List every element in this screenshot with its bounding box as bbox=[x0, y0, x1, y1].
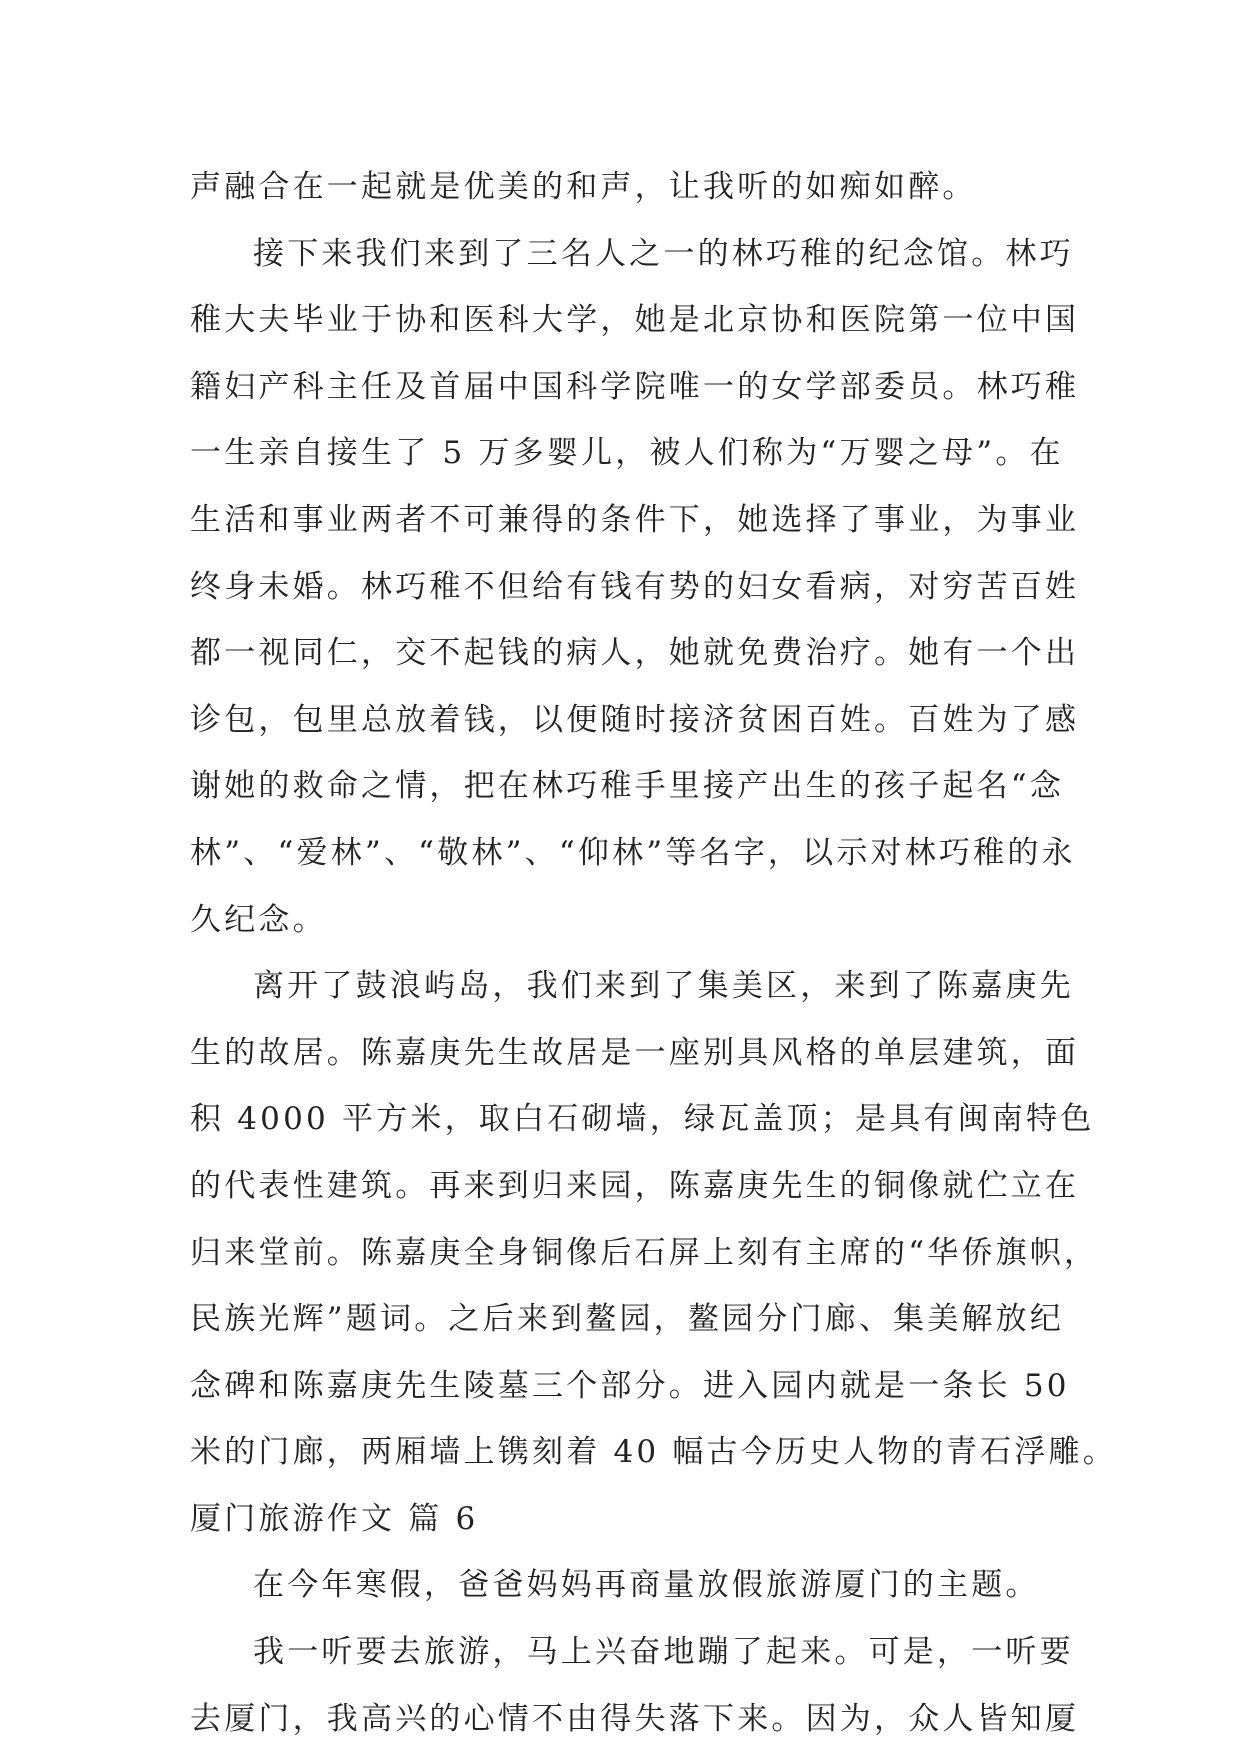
text-line: 离开了鼓浪屿岛，我们来到了集美区，来到了陈嘉庚先 bbox=[253, 968, 1074, 1005]
text-line: 稚大夫毕业于协和医科大学，她是北京协和医院第一位中国 bbox=[190, 302, 1080, 339]
text-line: 一生亲自接生了 5 万多婴儿，被人们称为“万婴之母”。在 bbox=[190, 435, 1064, 472]
text-line: 归来堂前。陈嘉庚全身铜像后石屏上刻有主席的“华侨旗帜， bbox=[190, 1234, 1099, 1271]
text-line: 生的故居。陈嘉庚先生故居是一座别具风格的单层建筑，面 bbox=[190, 1034, 1080, 1071]
text-line: 都一视同仁，交不起钱的病人，她就免费治疗。她有一个出 bbox=[190, 635, 1080, 672]
text-line: 接下来我们来到了三名人之一的林巧稚的纪念馆。林巧 bbox=[253, 235, 1074, 272]
text-line: 积 4000 平方米，取白石砌墙，绿瓦盖顶；是具有闽南特色 bbox=[190, 1101, 1095, 1138]
text-line: 声融合在一起就是优美的和声，让我听的如痴如醉。 bbox=[190, 169, 977, 205]
text-line: 的代表性建筑。再来到归来园，陈嘉庚先生的铜像就伫立在 bbox=[190, 1167, 1080, 1204]
text-line: 念碑和陈嘉庚先生陵墓三个部分。进入园内就是一条长 50 bbox=[190, 1367, 1070, 1404]
text-line: 生活和事业两者不可兼得的条件下，她选择了事业，为事业 bbox=[190, 501, 1080, 538]
document-body bbox=[190, 154, 1117, 1752]
text-line: 林”、“爱林”、“敬林”、“仰林”等名字，以示对林巧稚的永 bbox=[190, 834, 1076, 871]
text-line: 我一听要去旅游，马上兴奋地蹦了起来。可是，一听要 bbox=[253, 1634, 1074, 1671]
text-line: 民族光辉”题词。之后来到鳌园，鳌园分门廊、集美解放纪 bbox=[190, 1301, 1065, 1338]
text-line: 久纪念。 bbox=[190, 901, 327, 938]
text-line: 米的门廊，两厢墙上镌刻着 40 幅古今历史人物的青石浮雕。 bbox=[190, 1434, 1117, 1471]
text-line: 去厦门，我高兴的心情不由得失落下来。因为，众人皆知厦 bbox=[190, 1700, 1080, 1737]
text-line: 谢她的救命之情，把在林巧稚手里接产出生的孩子起名“念 bbox=[190, 768, 1065, 805]
text-line: 籍妇产科主任及首届中国科学院唯一的女学部委员。林巧稚 bbox=[190, 368, 1080, 405]
text-line: 终身未婚。林巧稚不但给有钱有势的妇女看病，对穷苦百姓 bbox=[190, 568, 1080, 605]
section-heading: 厦门旅游作文 篇 6 bbox=[190, 1500, 479, 1537]
text-line: 在今年寒假，爸爸妈妈再商量放假旅游厦门的主题。 bbox=[253, 1567, 1040, 1604]
text-line: 诊包，包里总放着钱，以便随时接济贫困百姓。百姓为了感 bbox=[190, 701, 1080, 738]
